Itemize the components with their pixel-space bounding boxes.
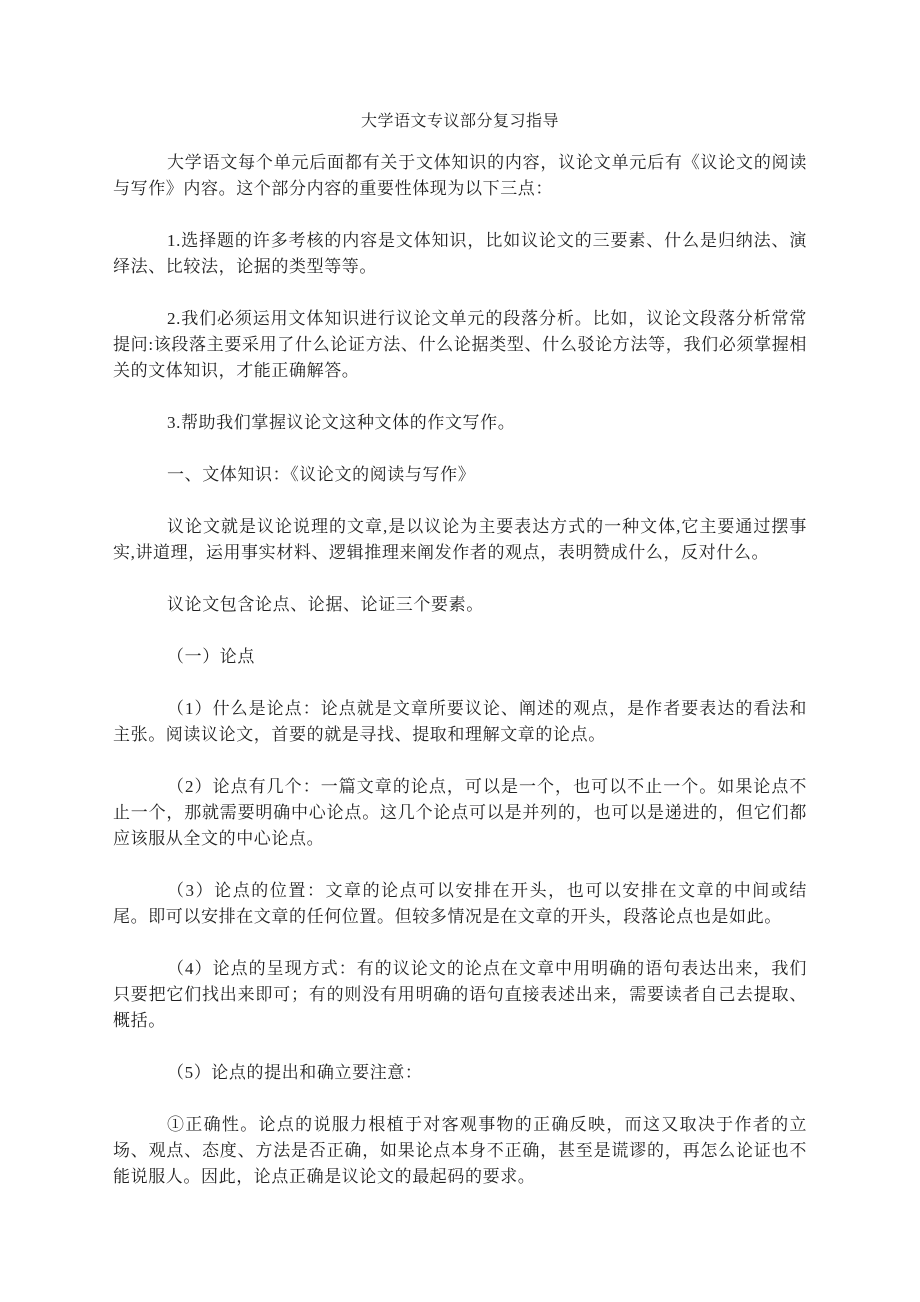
paragraph: 1.选择题的许多考核的内容是文体知识，比如议论文的三要素、什么是归纳法、演绎法、比较法，论据的类型等等。: [113, 231, 807, 276]
paragraph: 3.帮助我们掌握议论文这种文体的作文写作。: [167, 413, 516, 432]
paragraph: 议论文包含论点、论据、论证三个要素。: [167, 595, 484, 614]
paragraph: 议论文就是议论说理的文章,是以议论为主要表达方式的一种文体,它主要通过摆事实,讲道理，运用事实材料、逻辑推理来阐发作者的观点，表明赞成什么，反对什么。: [113, 517, 807, 562]
document-title: 大学语文专议部分复习指导: [360, 113, 559, 130]
document-body: [113, 150, 807, 1190]
paragraph: （3）论点的位置：文章的论点可以安排在开头，也可以安排在文章的中间或结尾。即可以安排在文章的任何位置。但较多情况是在文章的开头，段落论点也是如此。: [113, 881, 807, 926]
paragraph: （1）什么是论点：论点就是文章所要议论、阐述的观点，是作者要表达的看法和主张。阅读议论文，首要的就是寻找、提取和理解文章的论点。: [113, 699, 807, 744]
paragraph: ①正确性。论点的说服力根植于对客观事物的正确反映，而这又取决于作者的立场、观点、态度、方法是否正确，如果论点本身不正确，甚至是谎谬的，再怎么论证也不能说服人。因此，论点正确是议论文的最起码的要求。: [113, 1115, 807, 1186]
paragraph: （2）论点有几个：一篇文章的论点，可以是一个，也可以不止一个。如果论点不止一个，那就需要明确中心论点。这几个论点可以是并列的，也可以是递进的，但它们都应该服从全文的中心论点。: [113, 777, 807, 848]
paragraph: 大学语文每个单元后面都有关于文体知识的内容，议论文单元后有《议论文的阅读与写作》内容。这个部分内容的重要性体现为以下三点：: [113, 153, 807, 198]
section-heading: （一）论点: [167, 647, 255, 666]
paragraph: 2.我们必须运用文体知识进行议论文单元的段落分析。比如，议论文段落分析常常提问:该段落主要采用了什么论证方法、什么论据类型、什么驳论方法等，我们必须掌握相关的文体知识，才能正确解答。: [113, 309, 807, 380]
paragraph: （4）论点的呈现方式：有的议论文的论点在文章中用明确的语句表达出来，我们只要把它们找出来即可；有的则没有用明确的语句直接表述出来，需要读者自己去提取、概括。: [113, 959, 807, 1030]
section-heading: 一、文体知识：《议论文的阅读与写作》: [167, 465, 476, 484]
paragraph: （5）论点的提出和确立要注意：: [167, 1063, 423, 1082]
